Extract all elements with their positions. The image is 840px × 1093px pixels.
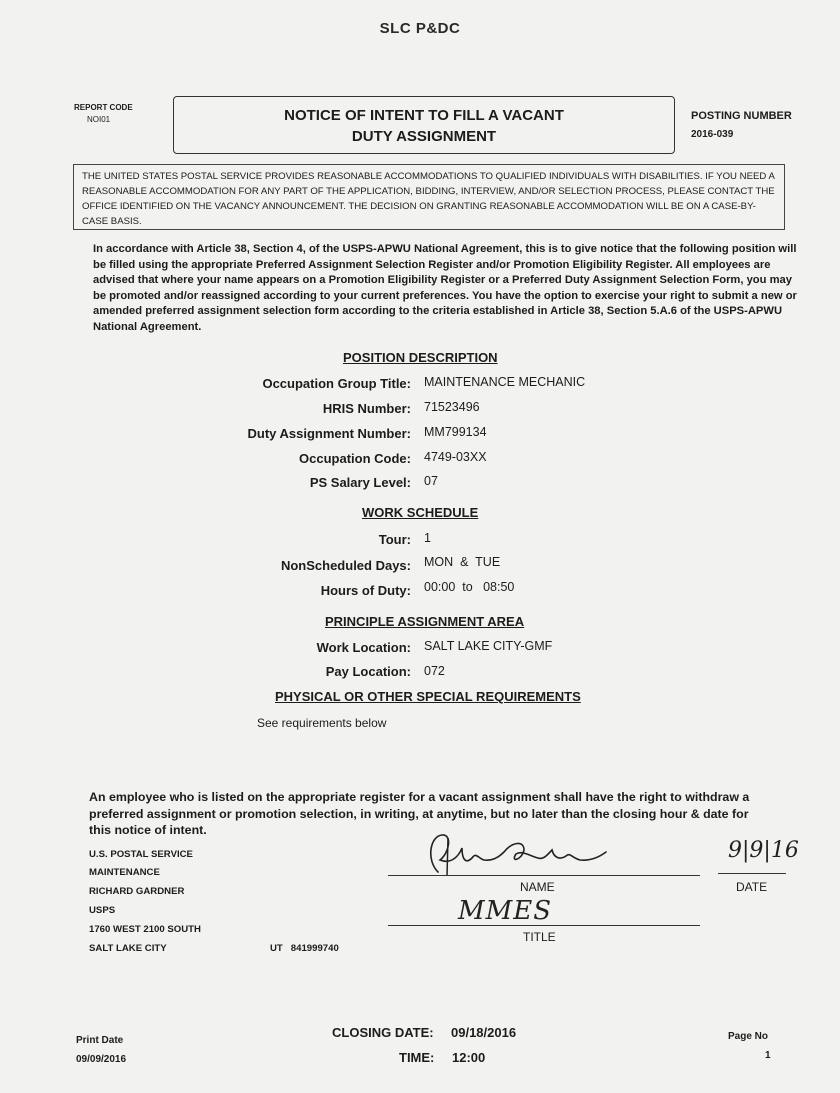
address-city: SALT LAKE CITY	[89, 943, 167, 954]
occupation-group-label: Occupation Group Title:	[262, 376, 411, 391]
address-state-zip: UT 841999740	[270, 943, 339, 954]
closing-time-label: TIME:	[399, 1050, 435, 1065]
address-line-3: RICHARD GARDNER	[89, 886, 185, 897]
print-date-label: Print Date	[76, 1035, 124, 1046]
posting-number-value: 2016-039	[691, 129, 734, 140]
name-signature-line	[388, 875, 700, 876]
tour-value: 1	[424, 531, 431, 545]
tour-label: Tour:	[378, 532, 411, 547]
salary-level-label: PS Salary Level:	[309, 475, 411, 490]
handwritten-title: MMES	[458, 896, 553, 926]
report-code-value: NOI01	[87, 115, 111, 124]
work-schedule-heading: WORK SCHEDULE	[362, 505, 479, 520]
notice-title-box	[173, 96, 675, 154]
signature-handwriting	[420, 830, 620, 885]
address-line-4: USPS	[89, 905, 116, 916]
occupation-group-value: MAINTENANCE MECHANIC	[424, 375, 586, 389]
requirements-text: See requirements below	[257, 716, 387, 730]
pay-location-label: Pay Location:	[325, 664, 411, 679]
notice-title-line2: DUTY ASSIGNMENT	[351, 128, 497, 145]
work-location-label: Work Location:	[316, 640, 411, 655]
accommodation-notice: THE UNITED STATES POSTAL SERVICE PROVIDES REASONABLE ACCOMMODATIONS TO QUALIFIED INDIVIDUALS WITH DISABILITIES. IF YOU NEED A REASONABLE ACCOMMODATION FOR ANY PART OF THE APPLICATION, BIDDING, INTERVIEW, AND/OR SELECTION PROCESS, PLEASE CONTACT THE OFFICE IDENTIFIED ON THE VACANCY ANNOUNCEMENT. THE DECISION ON GRANTING REASONABLE ACCOMMODATION WILL BE ON A CASE-BY-CASE BASIS.	[73, 164, 785, 230]
pay-location-value: 072	[424, 664, 445, 678]
name-label: NAME	[520, 880, 555, 894]
hris-number-value: 71523496	[424, 400, 480, 414]
report-code-label: REPORT CODE	[74, 103, 133, 112]
principle-assignment-area-heading: PRINCIPLE ASSIGNMENT AREA	[325, 614, 525, 629]
address-line-1: U.S. POSTAL SERVICE	[89, 849, 193, 860]
work-location-value: SALT LAKE CITY-GMF	[424, 639, 553, 653]
facility-name: SLC P&DC	[379, 20, 461, 37]
posting-number-label: POSTING NUMBER	[691, 110, 792, 122]
nonscheduled-days-value: MON & TUE	[424, 555, 501, 569]
notice-title-line1: NOTICE OF INTENT TO FILL A VACANT	[284, 107, 564, 124]
duty-assignment-number-value: MM799134	[424, 425, 487, 439]
nonscheduled-days-label: NonScheduled Days:	[280, 558, 411, 573]
withdraw-paragraph: An employee who is listed on the appropriate register for a vacant assignment shall have the right to withdraw a preferred assignment or promotion selection, in writing, at anytime, but no later than the closing hour & date for this notice of intent.	[89, 790, 750, 837]
salary-level-value: 07	[424, 474, 438, 488]
duty-assignment-number-label: Duty Assignment Number:	[247, 426, 411, 441]
handwritten-date: 9|9|16	[728, 838, 799, 863]
page-number-label: Page No	[728, 1031, 769, 1042]
address-line-2: MAINTENANCE	[89, 867, 160, 878]
occupation-code-label: Occupation Code:	[299, 451, 411, 466]
address-line-5: 1760 WEST 2100 SOUTH	[89, 924, 201, 935]
title-label: TITLE	[523, 930, 556, 944]
hris-number-label: HRIS Number:	[322, 401, 411, 416]
special-requirements-heading: PHYSICAL OR OTHER SPECIAL REQUIREMENTS	[275, 689, 581, 704]
intro-paragraph: In accordance with Article 38, Section 4, of the USPS-APWU National Agreement, this is to give notice that the following position will be filled using the appropriate Preferred Assignment Selection Register and/or Promotion Eligibility Register. All employees are advised that where your name appears on a Promotion Eligibility Register or a Preferred Duty Assignment Selection Form, you may be promoted and/or reassigned according to your current preferences. You have the option to exercise your right to submit a new or amended preferred assignment selection form according to the criteria established in Article 38, Section 5.A.6 of the USPS-APWU National Agreement.	[93, 243, 797, 333]
date-signature-line	[718, 873, 786, 874]
hours-of-duty-value: 00:00 to 08:50	[424, 580, 515, 594]
closing-time-value: 12:00	[452, 1050, 486, 1065]
page-number-value: 1	[765, 1050, 771, 1061]
closing-date-label: CLOSING DATE:	[332, 1025, 434, 1040]
position-description-heading: POSITION DESCRIPTION	[343, 350, 498, 365]
print-date-value: 09/09/2016	[76, 1054, 127, 1065]
title-signature-line	[388, 925, 700, 926]
date-label: DATE	[736, 880, 768, 894]
closing-date-value: 09/18/2016	[451, 1025, 517, 1040]
occupation-code-value: 4749-03XX	[424, 450, 487, 464]
hours-of-duty-label: Hours of Duty:	[320, 583, 411, 598]
